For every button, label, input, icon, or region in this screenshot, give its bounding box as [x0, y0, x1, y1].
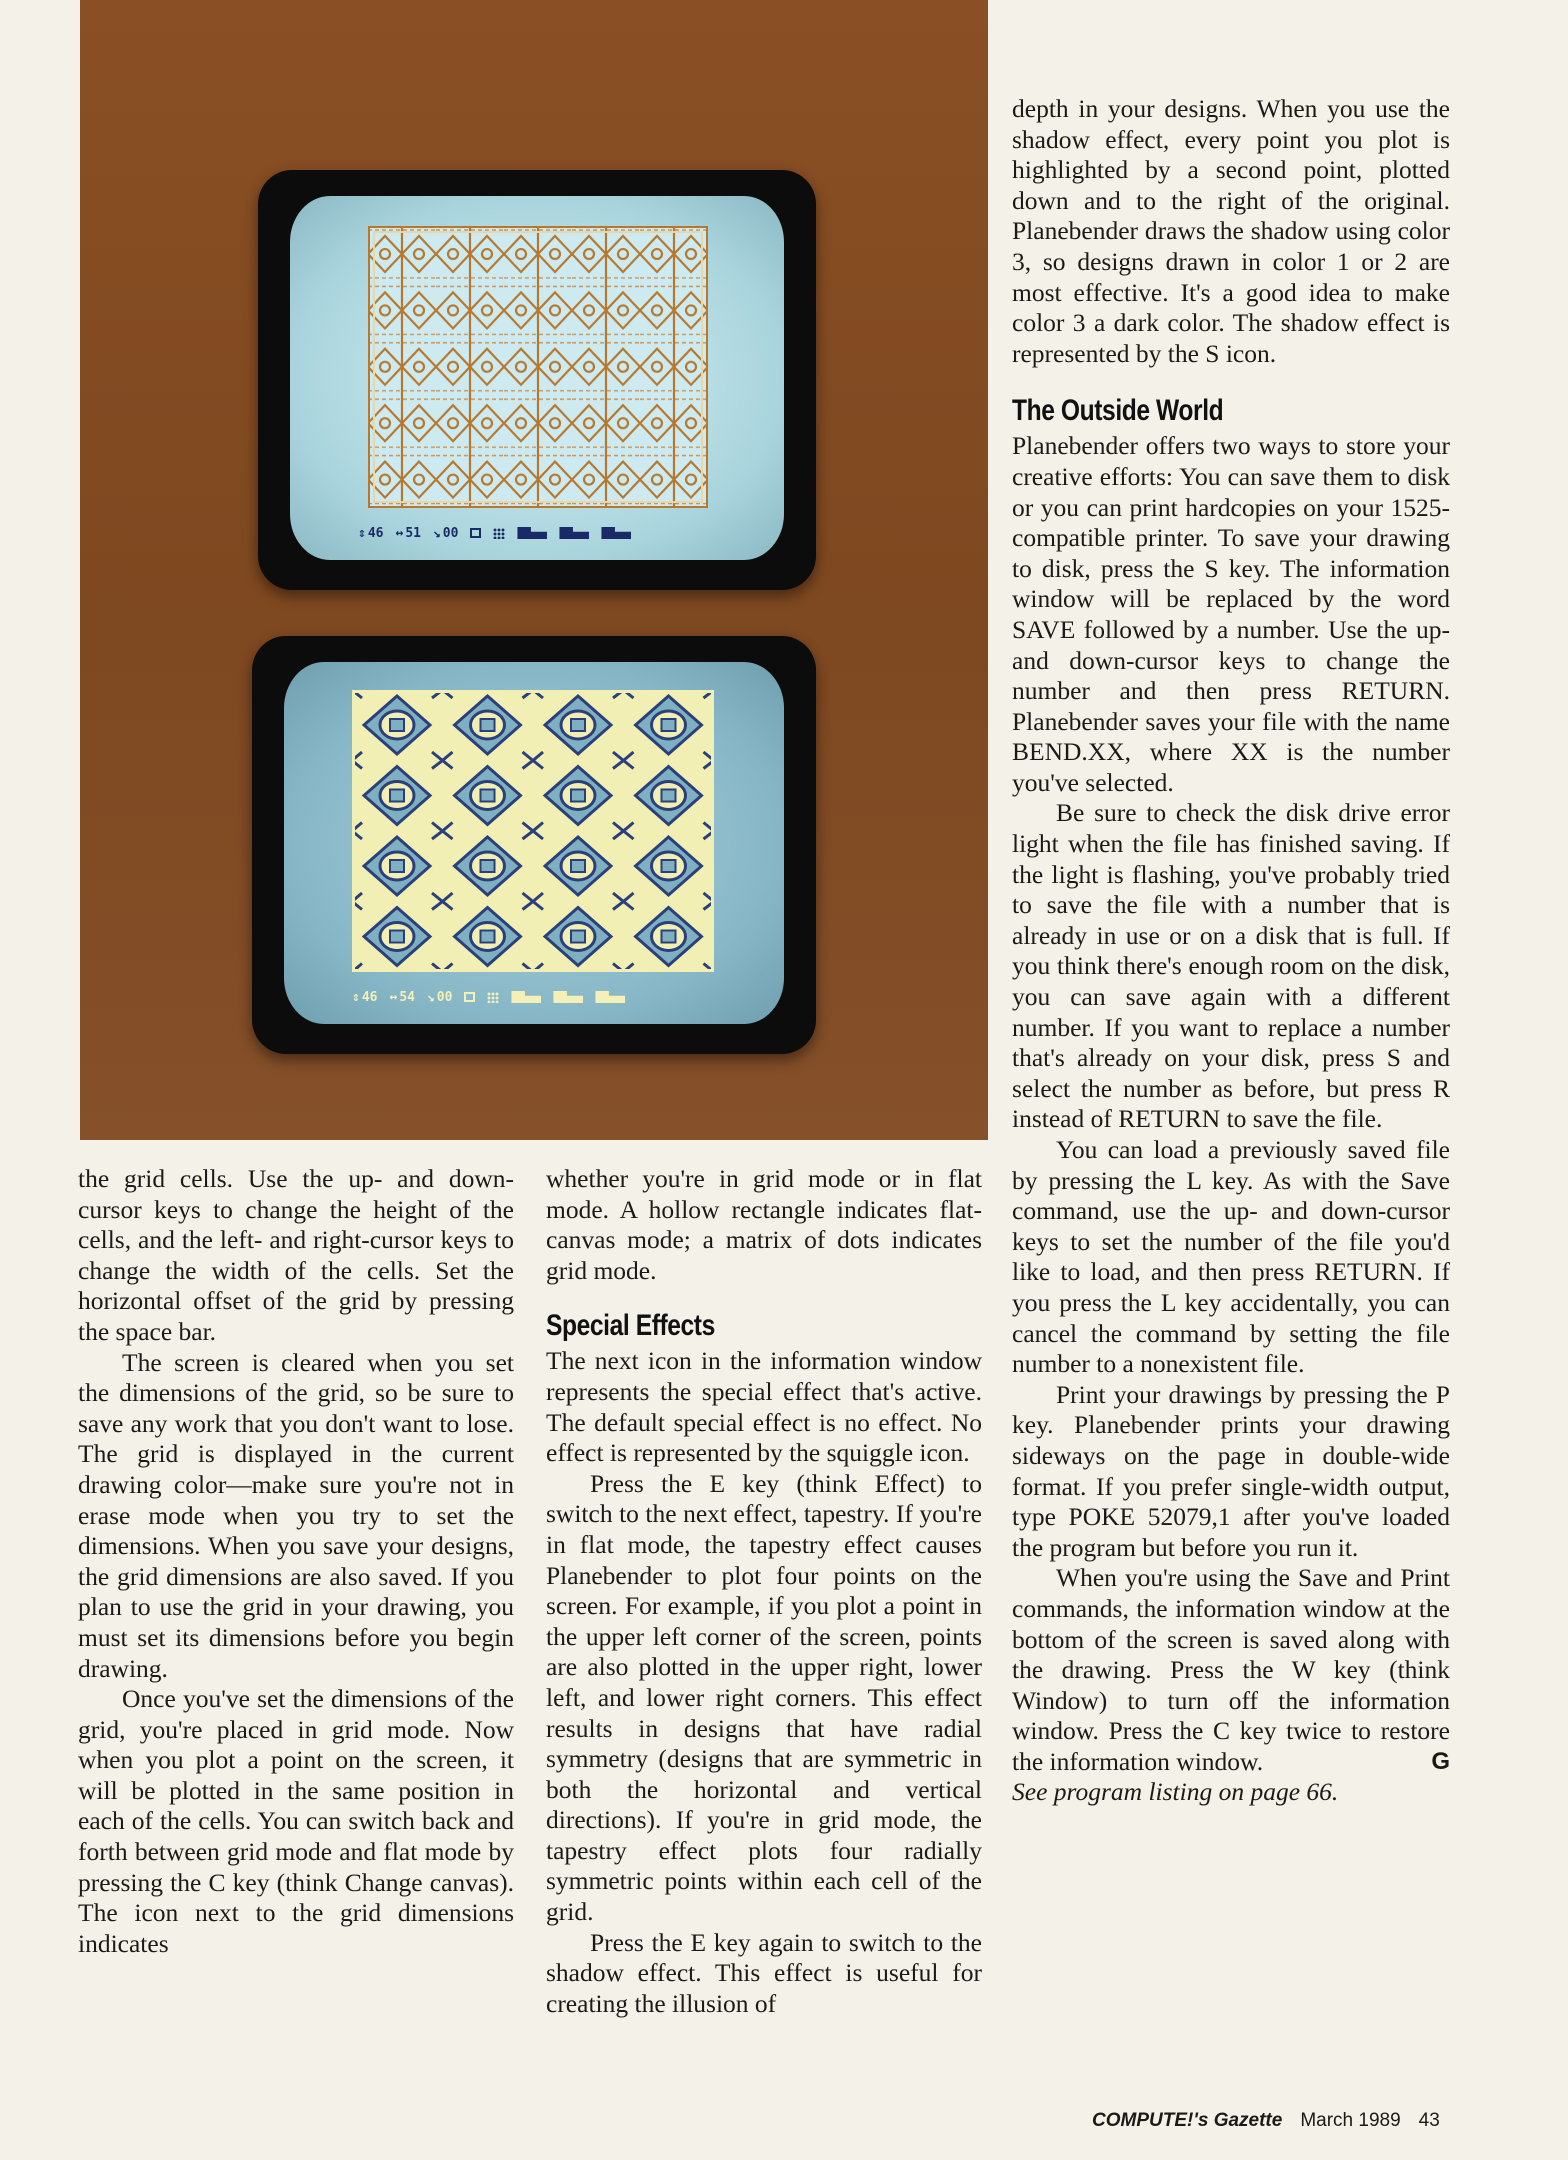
page-number: 43 [1418, 2110, 1440, 2131]
paragraph: Planebender offers two ways to store your creative efforts: You can save them to disk or you can print hardcopies on your 1525-compatible printer. To save your drawing to disk, press the S key. The information window will be replaced by the word SAVE followed by a number. Use the up- and down-cursor keys to change the number and then press RETURN. Planebender saves your file with the name BEND.XX, where XX is the number you've selected. [1012, 431, 1450, 797]
pen-icon [595, 991, 625, 1003]
section-heading-special-effects: Special Effects [546, 1309, 715, 1343]
paragraph: Be sure to check the disk drive error light when the file has finished saving. If the light is flashing, you've probably tried to save the file with a number that is already in use or on a disk that is full. If you think there's enough room on the disk, you can save again with a different number. If you want to replace a number that's already on your disk, press S and select the number as before, but press R instead of RETURN to save the file. [1012, 798, 1450, 1134]
paragraph-final [1012, 1563, 1450, 1777]
paragraph: The screen is cleared when you set the dimensions of the grid, so be sure to save any work that you don't want to lose. The grid is displayed in the current drawing color—make sure you're not in erase mode when you try to set the dimensions. When you save your designs, the grid dimensions are also saved. If you plan to use the grid in your drawing, you must set its dimensions before you begin drawing. [78, 1347, 514, 1683]
height-readout: ⇕ 46 [358, 525, 384, 541]
pen-icon [601, 527, 631, 539]
info-window-bottom [352, 986, 748, 1008]
paragraph: depth in your designs. When you use the shadow effect, every point you plot is highlighted by a second point, plotted down and to the right of the original. Planebender draws the shadow using color 3, so designs drawn in color 1 or 2 are most effective. It's a good idea to make color 3 a dark color. The shadow effect is represented by the S icon. [1012, 94, 1450, 368]
width-readout: ↔ 51 [395, 525, 421, 541]
flat-mode-icon [470, 528, 481, 538]
width-readout: ↔ 54 [389, 989, 415, 1005]
page-footer [1092, 2110, 1452, 2132]
offset-readout: ↘ 00 [432, 525, 459, 541]
tapestry-pattern-image [352, 690, 714, 972]
magazine-name: COMPUTE!'s Gazette [1092, 2110, 1283, 2131]
monitor-top [258, 170, 816, 590]
monitor-bottom-screen [284, 662, 784, 1024]
end-mark: G [1431, 1747, 1450, 1775]
paragraph: The next icon in the information window represents the special effect that's active. The default special effect is no effect. No effect is represented by the squiggle icon. [546, 1346, 982, 1468]
monitor-bottom [252, 636, 816, 1054]
article-photo [80, 0, 988, 1140]
paragraph: whether you're in grid mode or in flat mode. A hollow rectangle indicates flat-canvas mode; a matrix of dots indicates grid mode. [546, 1164, 982, 1285]
info-window [358, 522, 748, 544]
monitor-top-screen [290, 196, 784, 560]
flat-mode-icon [464, 992, 475, 1002]
color-icon [553, 991, 583, 1003]
color-icon [559, 527, 589, 539]
effect-icon [511, 991, 541, 1003]
section-heading-outside-world: The Outside World [1012, 394, 1224, 428]
paragraph: the grid cells. Use the up- and down-cursor keys to change the height of the cells, and the left- and right-cursor keys to change the width of the cells. Set the horizontal offset of the grid by pressing the space bar. [78, 1164, 514, 1346]
issue-date: March 1989 [1300, 2110, 1401, 2131]
paragraph: Press the E key (think Effect) to switch to the next effect, tapestry. If you're in flat mode, the tapestry effect causes Planebender to plot four points on the screen. For example, if you plot a point in the upper left corner of the screen, points are also plotted in the upper right, lower left, and lower right corners. This effect results in designs that have radial symmetry (designs that are symmetric in both the horizontal and vertical directions). If you're in grid mode, the tapestry effect plots four radially symmetric points within each cell of the grid. [546, 1468, 982, 1927]
grid-pattern-image [368, 226, 708, 508]
paragraph: You can load a previously saved file by pressing the L key. As with the Save command, use the up- and down-cursor keys to set the number of the file you'd like to load, and then press RETURN. If you press the L key accidentally, you can cancel the command by setting the file number to a nonexistent file. [1012, 1135, 1450, 1379]
column-left [78, 1164, 514, 1959]
offset-readout: ↘ 00 [426, 989, 453, 1005]
column-right [1012, 94, 1450, 1808]
grid-mode-icon [487, 992, 499, 1003]
grid-mode-icon [493, 528, 505, 539]
paragraph: Press the E key again to switch to the shadow effect. This effect is useful for creating the illusion of [546, 1927, 982, 2018]
program-listing-note: See program listing on page 66. [1012, 1777, 1339, 1807]
column-middle [546, 1164, 982, 2019]
paragraph-text: When you're using the Save and Print commands, the information window at the bottom of the screen is saved along with the drawing. Press the W key (think Window) to turn off the information window. Press the C key twice to restore the information window. [1012, 1563, 1450, 1776]
height-readout: ⇕ 46 [352, 989, 378, 1005]
effect-icon [517, 527, 547, 539]
paragraph: Once you've set the dimensions of the grid, you're placed in grid mode. Now when you plot a point on the screen, it will be plotted in the same position in each of the cells. You can switch back and forth between grid mode and flat mode by pressing the C key (think Change canvas). The icon next to the grid dimensions indicates [78, 1684, 514, 1958]
paragraph: Print your drawings by pressing the P key. Planebender prints your drawing sideways on the page in double-wide format. If you prefer single-width output, type POKE 52079,1 after you've loaded the program but before you run it. [1012, 1379, 1450, 1562]
